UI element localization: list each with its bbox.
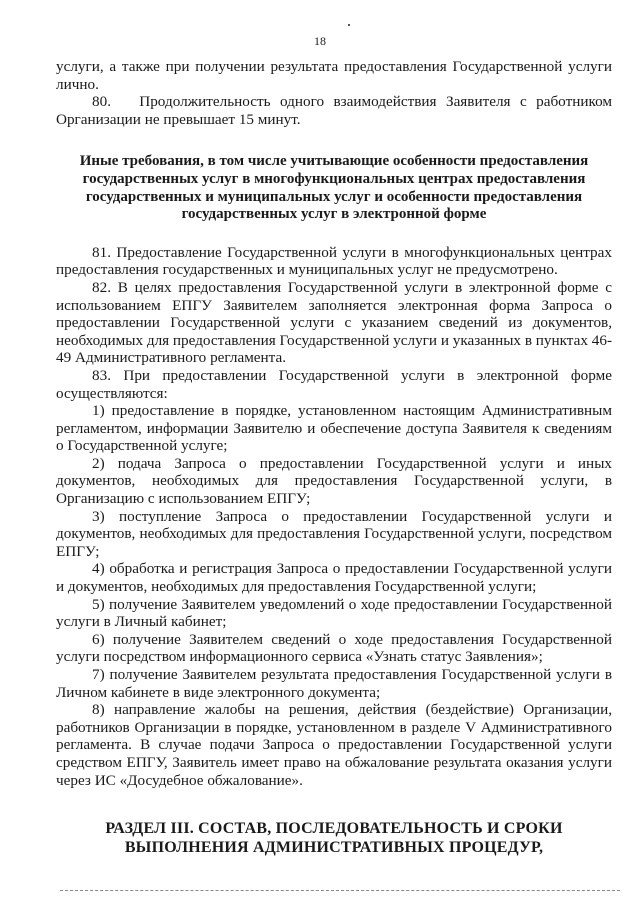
scan-speck: [348, 24, 350, 26]
paragraph-80: 80. Продолжительность одного взаимодействия Заявителя с работником Организации не превышает 15 минут.: [56, 93, 612, 128]
page-number: 18: [314, 34, 326, 48]
paragraph-83: 83. При предоставлении Государственной услуги в электронной форме осуществляются:: [56, 366, 612, 402]
page-content: [56, 58, 612, 857]
paragraph-continuation: услуги, а также при получении результата предоставления Государственной услуги лично.: [56, 58, 612, 93]
paragraph-81: 81. Предоставление Государственной услуги в многофункциональных центрах предоставления государственных и муниципальных услуг не предусмотрено.: [56, 243, 612, 279]
section-title-line-2: ВЫПОЛНЕНИЯ АДМИНИСТРАТИВНЫХ ПРОЦЕДУР,: [124, 839, 544, 857]
list-item-5: 5) получение Заявителем уведомлений о ходе предоставлении Государственной услуги в Личный кабинет;: [56, 595, 612, 631]
subsection-heading: Иные требования, в том числе учитывающие особенности предоставления государственных услуг в многофункциональных центрах предоставления государственных и муниципальных услуг и особенности предоставления государственных услуг в электронной форме: [79, 153, 589, 223]
list-item-1: 1) предоставление в порядке, установленном настоящим Административным регламентом, информации Заявителю и обеспечение доступа Заявителя к сведениям о Государственной услуге;: [56, 402, 612, 455]
list-item-8: 8) направление жалобы на решения, действия (бездействие) Организации, работников Организации в порядке, установленном в разделе V Административного регламента. В случае подачи Запроса о предоставлении Государственной услуги средством ЕПГУ, Заявитель имеет право на обжалование результата оказания услуги через ИС «Досудебное обжалование».: [56, 701, 612, 789]
section-title-line-1: РАЗДЕЛ III. СОСТАВ, ПОСЛЕДОВАТЕЛЬНОСТЬ И СРОКИ: [105, 820, 563, 838]
list-item-6: 6) получение Заявителем сведений о ходе предоставления Государственной услуги посредством информационного сервиса «Узнать статус Заявления»;: [56, 630, 612, 666]
paragraph-82: 82. В целях предоставления Государственной услуги в электронной форме с использованием ЕПГУ Заявителем заполняется электронная форма Запроса о предоставлении Государственной услуги с указанием сведений из документов, необходимых для предоставления Государственной услуги и указанных в пунктах 46-49 Административного регламента.: [56, 278, 613, 367]
list-item-2: 2) подача Запроса о предоставлении Государственной услуги и иных документов, необходимых для предоставления Государственной услуги, в Организацию с использованием ЕПГУ;: [56, 454, 612, 508]
list-item-3: 3) поступление Запроса о предоставлении Государственной услуги и документов, необходимых для предоставления Государственной услуги, посредством ЕПГУ;: [56, 507, 612, 560]
list-item-4: 4) обработка и регистрация Запроса о предоставлении Государственной услуги и документов, необходимых для предоставления Государственной услуги;: [56, 560, 612, 596]
scan-bottom-edge: [60, 890, 620, 894]
list-item-7: 7) получение Заявителем результата предоставления Государственной услуги в Личном кабинете в виде электронного документа;: [56, 666, 612, 701]
